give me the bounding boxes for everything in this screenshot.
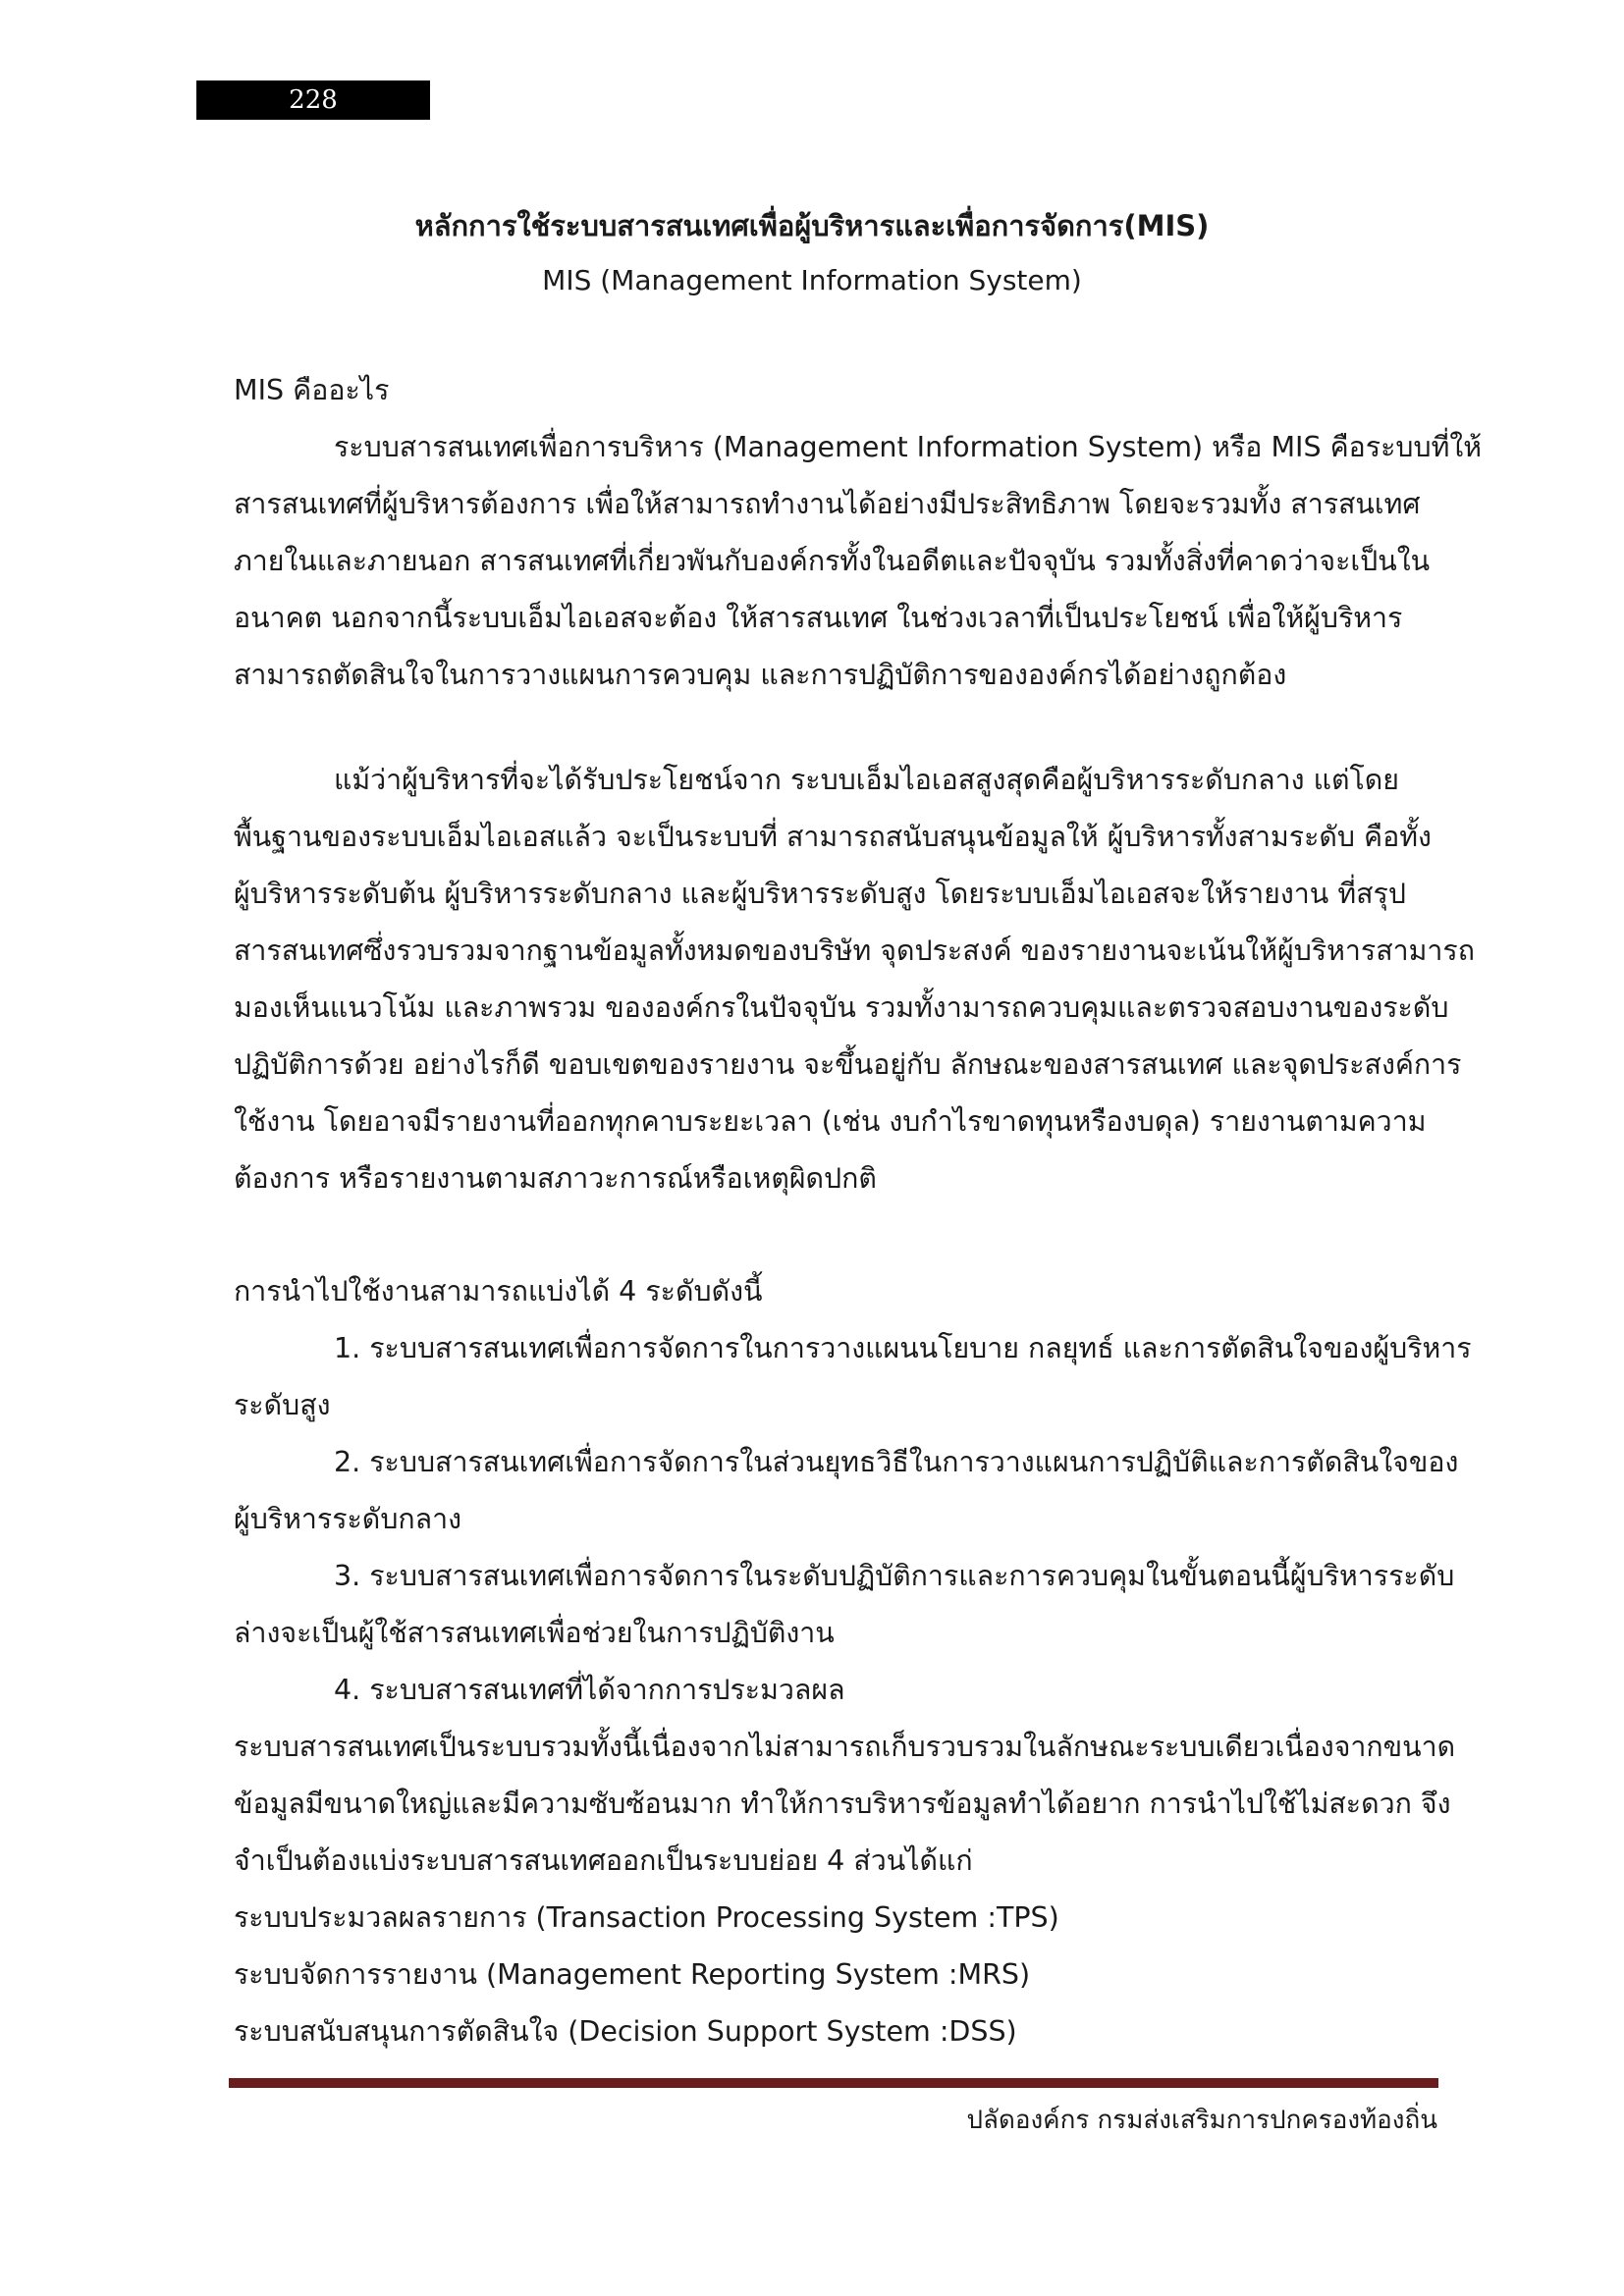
document-title: หลักการใช้ระบบสารสนเทศเพื่อผู้บริหารและเพื่อการจัดการ(MIS): [414, 209, 1210, 242]
paragraph1-line: อนาคต นอกจากนี้ระบบเอ็มไอเอสจะต้อง ให้สารสนเทศ ในช่วงเวลาที่เป็นประโยชน์ เพื่อให้ผู้บริหาร: [234, 602, 1403, 634]
paragraph2-line: แม้ว่าผู้บริหารที่จะได้รับประโยชน์จาก ระบบเอ็มไอเอสสูงสุดคือผู้บริหารระดับกลาง แต่โดย: [334, 764, 1399, 796]
subsystem-item: ระบบจัดการรายงาน (Management Reporting System :MRS): [234, 1958, 1031, 1991]
level-item: 3. ระบบสารสนเทศเพื่อการจัดการในระดับปฏิบัติการและการควบคุมในขั้นตอนนี้ผู้บริหารระดับ: [334, 1560, 1455, 1592]
level-item-continuation: ระดับสูง: [234, 1389, 331, 1421]
level-item: 1. ระบบสารสนเทศเพื่อการจัดการในการวางแผนนโยบาย กลยุทธ์ และการตัดสินใจของผู้บริหาร: [334, 1332, 1472, 1364]
paragraph2-line: สารสนเทศซึ่งรวบรวมจากฐานข้อมูลทั้งหมดของบริษัท จุดประสงค์ ของรายงานจะเน้นให้ผู้บริหารสามารถ: [234, 934, 1475, 967]
footer-rule: [229, 2078, 1438, 2088]
paragraph2-line: มองเห็นแนวโน้ม และภาพรวม ขององค์กรในปัจจุบัน รวมทั้งามารถควบคุมและตรวจสอบงานของระดับ: [234, 991, 1449, 1024]
level-item-continuation: ผู้บริหารระดับกลาง: [234, 1503, 462, 1535]
paragraph2-line: ปฏิบัติการด้วย อย่างไรก็ดี ขอบเขตของรายงาน จะขึ้นอยู่กับ ลักษณะของสารสนเทศ และจุดประสงค์การ: [234, 1048, 1462, 1081]
paragraph2-line: ผู้บริหารระดับต้น ผู้บริหารระดับกลาง และผู้บริหารระดับสูง โดยระบบเอ็มไอเอสจะให้รายงาน ที่สรุป: [234, 878, 1406, 910]
paragraph3-line: ระบบสารสนเทศเป็นระบบรวมทั้งนี้เนื่องจากไม่สามารถเก็บรวบรวมในลักษณะระบบเดียวเนื่องจากขนาด: [234, 1731, 1456, 1763]
paragraph3-line: จำเป็นต้องแบ่งระบบสารสนเทศออกเป็นระบบย่อย 4 ส่วนได้แก่: [234, 1844, 973, 1877]
levels-heading: การนำไปใช้งานสามารถแบ่งได้ 4 ระดับดังนี้: [234, 1275, 763, 1308]
page-number: 228: [196, 80, 430, 120]
paragraph2-line: พื้นฐานของระบบเอ็มไอเอสแล้ว จะเป็นระบบที่ สามารถสนับสนุนข้อมูลให้ ผู้บริหารทั้งสามระดับ คือทั้ง: [234, 821, 1432, 853]
paragraph1-line: ระบบสารสนเทศเพื่อการบริหาร (Management Information System) หรือ MIS คือระบบที่ให้: [334, 431, 1483, 463]
paragraph3-line: ข้อมูลมีขนาดใหญ่และมีความซับซ้อนมาก ทำให้การบริหารข้อมูลทำได้อยาก การนำไปใช้ไม่สะดวก จึง: [234, 1788, 1451, 1820]
subsystem-item: ระบบสนับสนุนการตัดสินใจ (Decision Support System :DSS): [234, 2015, 1017, 2048]
paragraph1-line: สารสนเทศที่ผู้บริหารต้องการ เพื่อให้สามารถทำงานได้อย่างมีประสิทธิภาพ โดยจะรวมทั้ง สารสนเทศ: [234, 488, 1421, 520]
level-item: 4. ระบบสารสนเทศที่ได้จากการประมวลผล: [334, 1674, 845, 1706]
paragraph1-line: ภายในและภายนอก สารสนเทศที่เกี่ยวพันกับองค์กรทั้งในอดีตและปัจจุบัน รวมทั้งสิ่งที่คาดว่าจะเป็นใน: [234, 545, 1431, 577]
footer-text: ปลัดองค์กร กรมส่งเสริมการปกครองท้องถิ่น: [966, 2106, 1437, 2135]
paragraph2-line: ใช้งาน โดยอาจมีรายงานที่ออกทุกคาบระยะเวลา (เช่น งบกำไรขาดทุนหรืองบดุล) รายงานตามความ: [234, 1105, 1427, 1138]
level-item-continuation: ล่างจะเป็นผู้ใช้สารสนเทศเพื่อช่วยในการปฏิบัติงาน: [234, 1617, 835, 1649]
paragraph1-line: สามารถตัดสินใจในการวางแผนการควบคุม และการปฏิบัติการขององค์กรได้อย่างถูกต้อง: [234, 659, 1287, 691]
document-subtitle: MIS (Management Information System): [542, 264, 1082, 296]
section-heading: MIS คืออะไร: [234, 374, 390, 406]
subsystem-item: ระบบประมวลผลรายการ (Transaction Processing System :TPS): [234, 1901, 1059, 1934]
paragraph2-line: ต้องการ หรือรายงานตามสภาวะการณ์หรือเหตุผิดปกติ: [234, 1162, 877, 1195]
level-item: 2. ระบบสารสนเทศเพื่อการจัดการในส่วนยุทธวิธีในการวางแผนการปฏิบัติและการตัดสินใจของ: [334, 1446, 1459, 1478]
